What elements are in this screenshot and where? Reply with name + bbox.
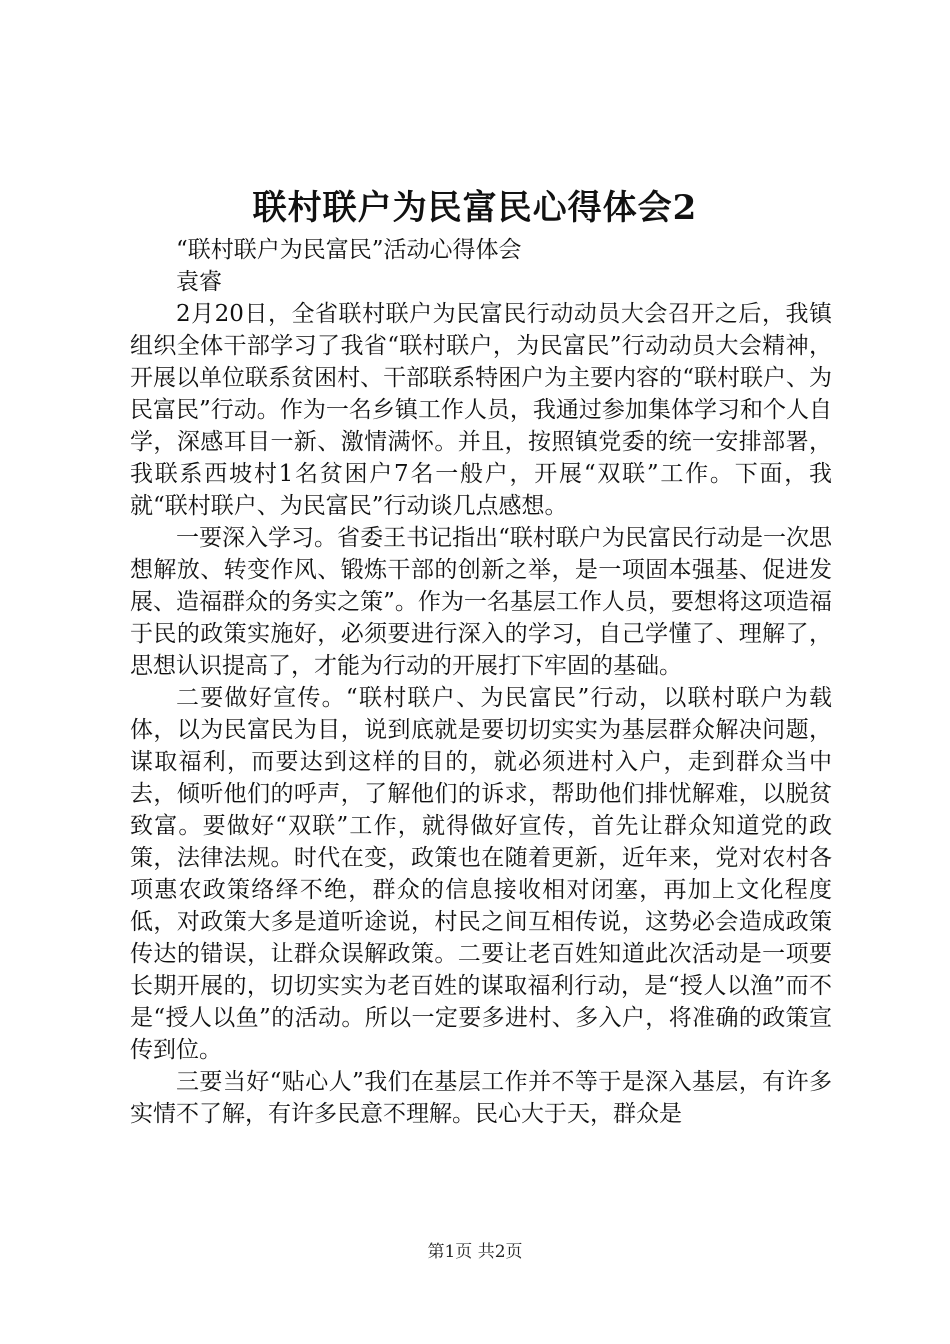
document-author: 袁睿 — [176, 269, 222, 295]
document-title: 联村联户为民富民心得体会2 — [252, 188, 698, 228]
document-subtitle: “联村联户为民富民”活动心得体会 — [176, 237, 522, 263]
paragraph: 三要当好“贴心人”我们在基层工作并不等于是深入基层，有许多实情不了解，有许多民意不理解。民心大于天，群众是 — [130, 1069, 832, 1127]
document-body — [130, 234, 832, 1130]
paragraph: 一要深入学习。省委王书记指出“联村联户为民富民行动是一次思想解放、转变作风、锻炼干部的创新之举，是一项固本强基、促进发展、造福群众的务实之策”。作为一名基层工作人员，要想将这项造福于民的政策实施好，必须要进行深入的学习，自己学懂了、理解了，思想认识提高了，才能为行动的开展打下牢固的基础。 — [130, 525, 832, 679]
paragraph: 2月20日，全省联村联户为民富民行动动员大会召开之后，我镇组织全体干部学习了我省“联村联户，为民富民”行动动员大会精神，开展以单位联系贫困村、干部联系特困户为主要内容的“联村联户、为民富民”行动。作为一名乡镇工作人员，我通过参加集体学习和个人自学，深感耳目一新、激情满怀。并且，按照镇党委的统一安排部署，我联系西坡村1名贫困户7名一般户，开展“双联”工作。下面，我就“联村联户、为民富民”行动谈几点感想。 — [130, 301, 832, 519]
paragraph: 二要做好宣传。“联村联户、为民富民”行动，以联村联户为载体，以为民富民为目，说到底就是要切切实实为基层群众解决问题，谋取福利，而要达到这样的目的，就必须进村入户，走到群众当中去，倾听他们的呼声，了解他们的诉求，帮助他们排忧解难，以脱贫致富。要做好“双联”工作，就得做好宣传，首先让群众知道党的政策，法律法规。时代在变，政策也在随着更新，近年来，党对农村各项惠农政策络绎不绝，群众的信息接收相对闭塞，再加上文化程度低，对政策大多是道听途说，村民之间互相传说，这势必会造成政策传达的错误，让群众误解政策。二要让老百姓知道此次活动是一项要长期开展的，切切实实为老百姓的谋取福利行动，是“授人以渔”而不是“授人以鱼”的活动。所以一定要多进村、多入户，将准确的政策宣传到位。 — [130, 685, 832, 1063]
page-number-footer: 第1页 共2页 — [427, 1242, 523, 1262]
